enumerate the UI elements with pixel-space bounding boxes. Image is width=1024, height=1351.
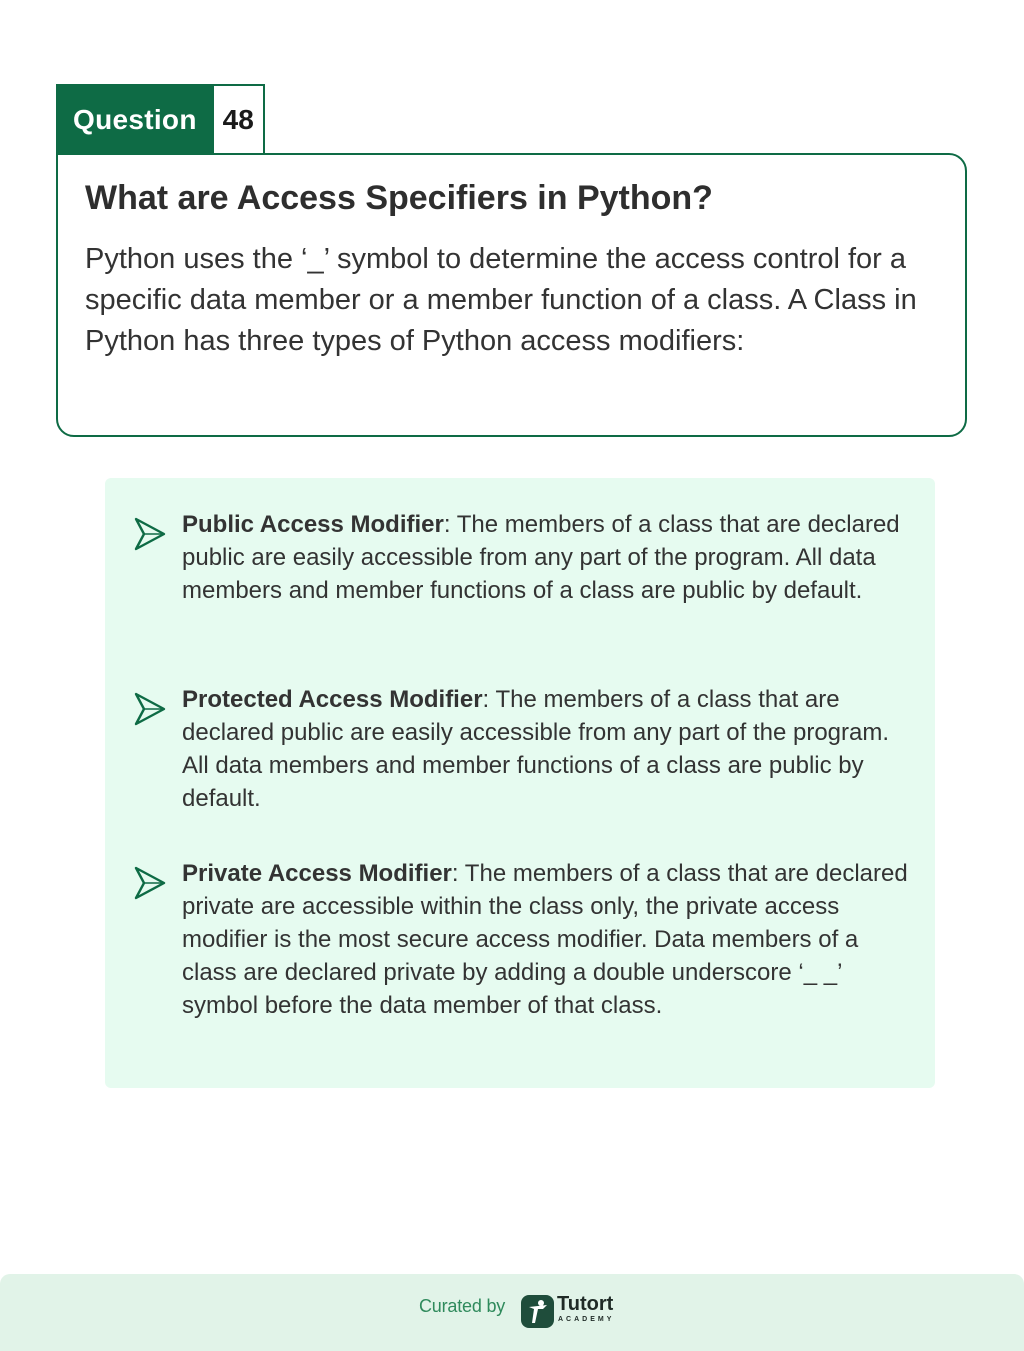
modifier-item-private (133, 857, 913, 1022)
modifier-term: Protected Access Modifier (182, 686, 483, 713)
question-card (56, 153, 967, 437)
question-number: 48 (212, 86, 263, 154)
chevron-right-icon (133, 691, 167, 727)
footer (0, 1274, 1024, 1351)
question-label: Question (58, 86, 212, 154)
curated-by-label: Curated by (419, 1296, 506, 1316)
modifier-item-public (133, 508, 913, 607)
modifier-text: : The members of a class that are declared private are accessible within the class only, the private access modifier is the most secure access modifier. Data members of a class are declared private by adding a double underscore ‘_ _’ symbol before the data member of that class. (182, 860, 908, 1019)
chevron-right-icon (133, 516, 167, 552)
modifier-term: Public Access Modifier (182, 511, 444, 538)
modifiers-panel (105, 478, 935, 1088)
brand-name: Tutort (557, 1293, 614, 1315)
brand-subtitle: ACADEMY (558, 1316, 615, 1323)
modifier-item-protected (133, 683, 913, 815)
chevron-right-icon (133, 865, 167, 901)
modifier-term: Private Access Modifier (182, 860, 452, 887)
modifier-text: : The members of a class that are declared public are easily accessible from any part of the program. All data members and member functions of a class are public by default. (182, 511, 900, 604)
question-tab (56, 84, 265, 154)
question-description: Python uses the ‘_’ symbol to determine the access control for a specific data member or a member function of a class. A Class in Python has three types of Python access modifiers: (85, 243, 917, 357)
tutort-logo-icon (521, 1295, 554, 1328)
modifier-text: : The members of a class that are declared public are easily accessible from any part of the program. All data members and member functions of a class are public by default. (182, 686, 890, 812)
question-title: What are Access Specifiers in Python? (85, 179, 713, 217)
